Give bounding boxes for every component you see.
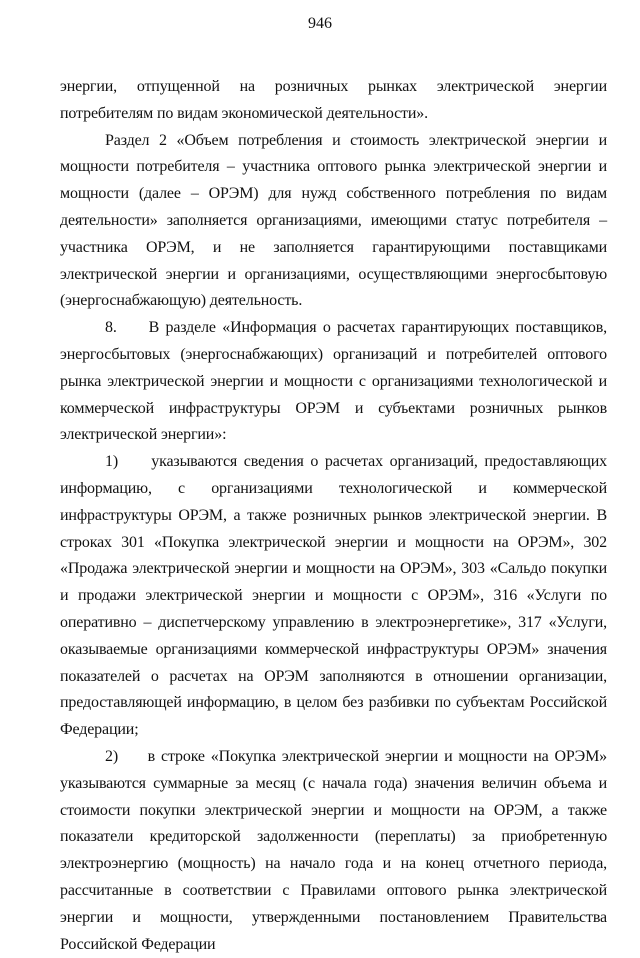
document-body <box>60 74 607 958</box>
paragraph-continuation: энергии, отпущенной на розничных рынках электрической энергии потребителям по видам экономической деятельности». <box>60 78 607 122</box>
paragraph-section-2: Раздел 2 «Объем потребления и стоимость электрической энергии и мощности потребителя – участника оптового рынка электрической энергии и мощности (далее – ОРЭМ) для нужд собственного потребления по видам деятельности» заполняется организациями, имеющими статус потребителя – участника ОРЭМ, и не заполняется гарантирующими поставщиками электрической энергии и организациями, осуществляющими энергосбытовую (энергоснабжающую) деятельность. <box>60 131 607 310</box>
page-number: 946 <box>308 15 332 32</box>
paragraph-item-8: 8. В разделе «Информация о расчетах гарантирующих поставщиков, энергосбытовых (энергоснабжающих) организаций и потребителей оптового рынка электрической энергии и мощности с организациями технологической и коммерческой инфраструктуры ОРЭМ и субъектами розничных рынков электрической энергии»: <box>60 319 607 444</box>
paragraph-subitem-2: 2) в строке «Покупка электрической энергии и мощности на ОРЭМ» указываются суммарные за месяц (с начала года) значения величин объема и стоимости покупки электрической энергии и мощности на ОРЭМ, а также показатели кредиторской задолженности (переплаты) за приобретенную электроэнергию (мощность) на начало года и на конец отчетного периода, рассчитанные в соответствии с Правилами оптового рынка электрической энергии и мощности, утвержденными постановлением Правительства Российской Федерации <box>60 747 607 953</box>
paragraph-subitem-1: 1) указываются сведения о расчетах организаций, предоставляющих информацию, с организациями технологической и коммерческой инфраструктуры ОРЭМ, а также розничных рынков электрической энергии. В строках 301 «Покупка электрической энергии и мощности на ОРЭМ», 302 «Продажа электрической энергии и мощности на ОРЭМ», 303 «Сальдо покупки и продажи электрической энергии и мощности с ОРЭМ», 316 «Услуги по оперативно – диспетчерскому управлению в электроэнергетике», 317 «Услуги, оказываемые организациями коммерческой инфраструктуры ОРЭМ» значения показателей о расчетах на ОРЭМ заполняются в отношении организации, предоставляющей информацию, в целом без разбивки по субъектам Российской Федерации; <box>60 453 607 739</box>
